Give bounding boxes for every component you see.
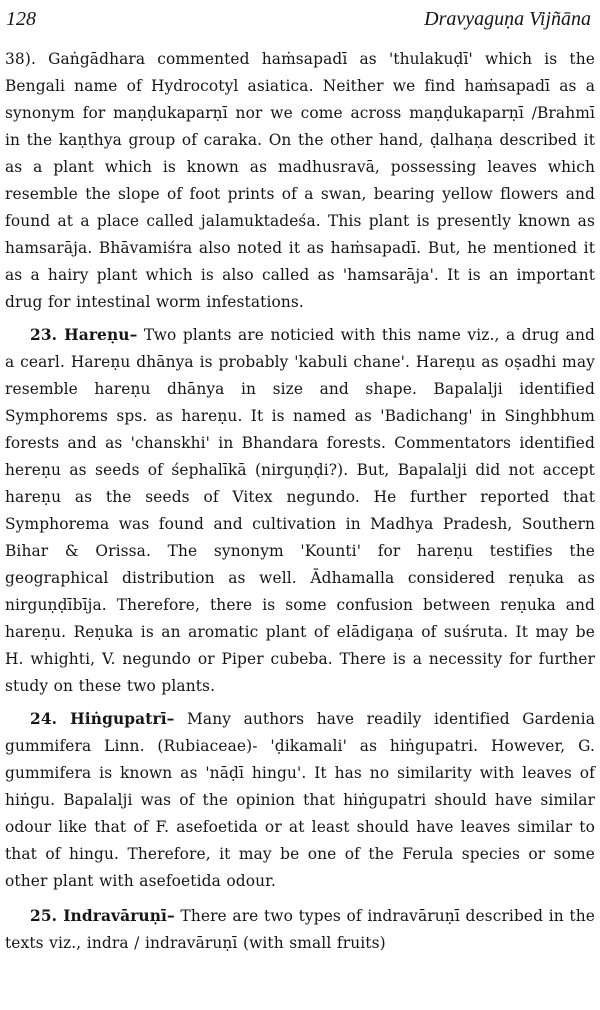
book-title: Dravyaguṇa Vijñāna (424, 8, 591, 30)
entry-title: 24. Hiṅgupatrī– (30, 710, 175, 728)
entry-hingupatri (5, 706, 595, 895)
entry-title: 23. Hareṇu– (30, 326, 138, 344)
running-header (5, 8, 595, 46)
page-number: 128 (6, 8, 36, 30)
entry-text: There are two types of indravāruṇī described in the texts viz., indra / indravāruṇī (with small fruits) (5, 907, 595, 952)
paragraph-text: 38). Gaṅgādhara commented haṁsapadī as 'thulakuḍī' which is the Bengali name of Hydrocotyl asiatica. Neither we find haṁsapadī as a synonym for maṇḍukaparṇī nor we come across maṇḍukaparṇī /Brahmī in the kaṇthya group of caraka. On the other hand, ḍalhaṇa described it as a plant which is known as madhusravā, possessing leaves which resemble the slope of foot prints of a swan, bearing yellow flowers and found at a place called jalamuktadeśa. This plant is presently known as hamsarāja. Bhāvamiśra also noted it as haṁsapadī. But, he mentioned it as a hairy plant which is also called as 'hamsarāja'. It is an important drug for intestinal worm infestations. (5, 50, 595, 311)
entry-text: Two plants are noticied with this name viz., a drug and a cearl. Hareṇu dhānya is probably 'kabuli chane'. Hareṇu as oṣadhi may resemble hareṇu dhānya in size and shape. Bapalalji identified Symphorems sps. as hareṇu. It is named as 'Badichang' in Singhbhum forests and as 'chanskhi' in Bhandara forests. Commentators identified hereṇu as seeds of śephalīkā (nirguṇḍi?). But, Bapalalji did not accept hareṇu as the seeds of Vitex negundo. He further reported that Symphorema was found and cultivation in Madhya Pradesh, Southern Bihar & Orissa. The synonym 'Kounti' for hareṇu testifies the geographical distribution as well. Ādhamalla considered reṇuka as nirguṇḍībīja. Therefore, there is some confusion between reṇuka and hareṇu. Reṇuka is an aromatic plant of elādigaṇa of suśruta. It may be H. whighti, V. negundo or Piper cubeba. There is a necessity for further study on these two plants. (5, 326, 595, 695)
entry-title: 25. Indravāruṇī– (30, 907, 175, 925)
body-text (5, 46, 595, 957)
entry-indravaruni (5, 903, 595, 957)
entry-harenu (5, 322, 595, 700)
paragraph-continuation (5, 46, 595, 316)
entry-text: Many authors have readily identified Gardenia gummifera Linn. (Rubiaceae)- 'ḍikamali' as hiṅgupatri. However, G. gummifera is known as 'nāḍī hingu'. It has no similarity with leaves of hiṅgu. Bapalalji was of the opinion that hiṅgupatri should have similar odour like that of F. asefoetida or at least should have leaves similar to that of hingu. Therefore, it may be one of the Ferula species or some other plant with asefoetida odour. (5, 710, 595, 890)
